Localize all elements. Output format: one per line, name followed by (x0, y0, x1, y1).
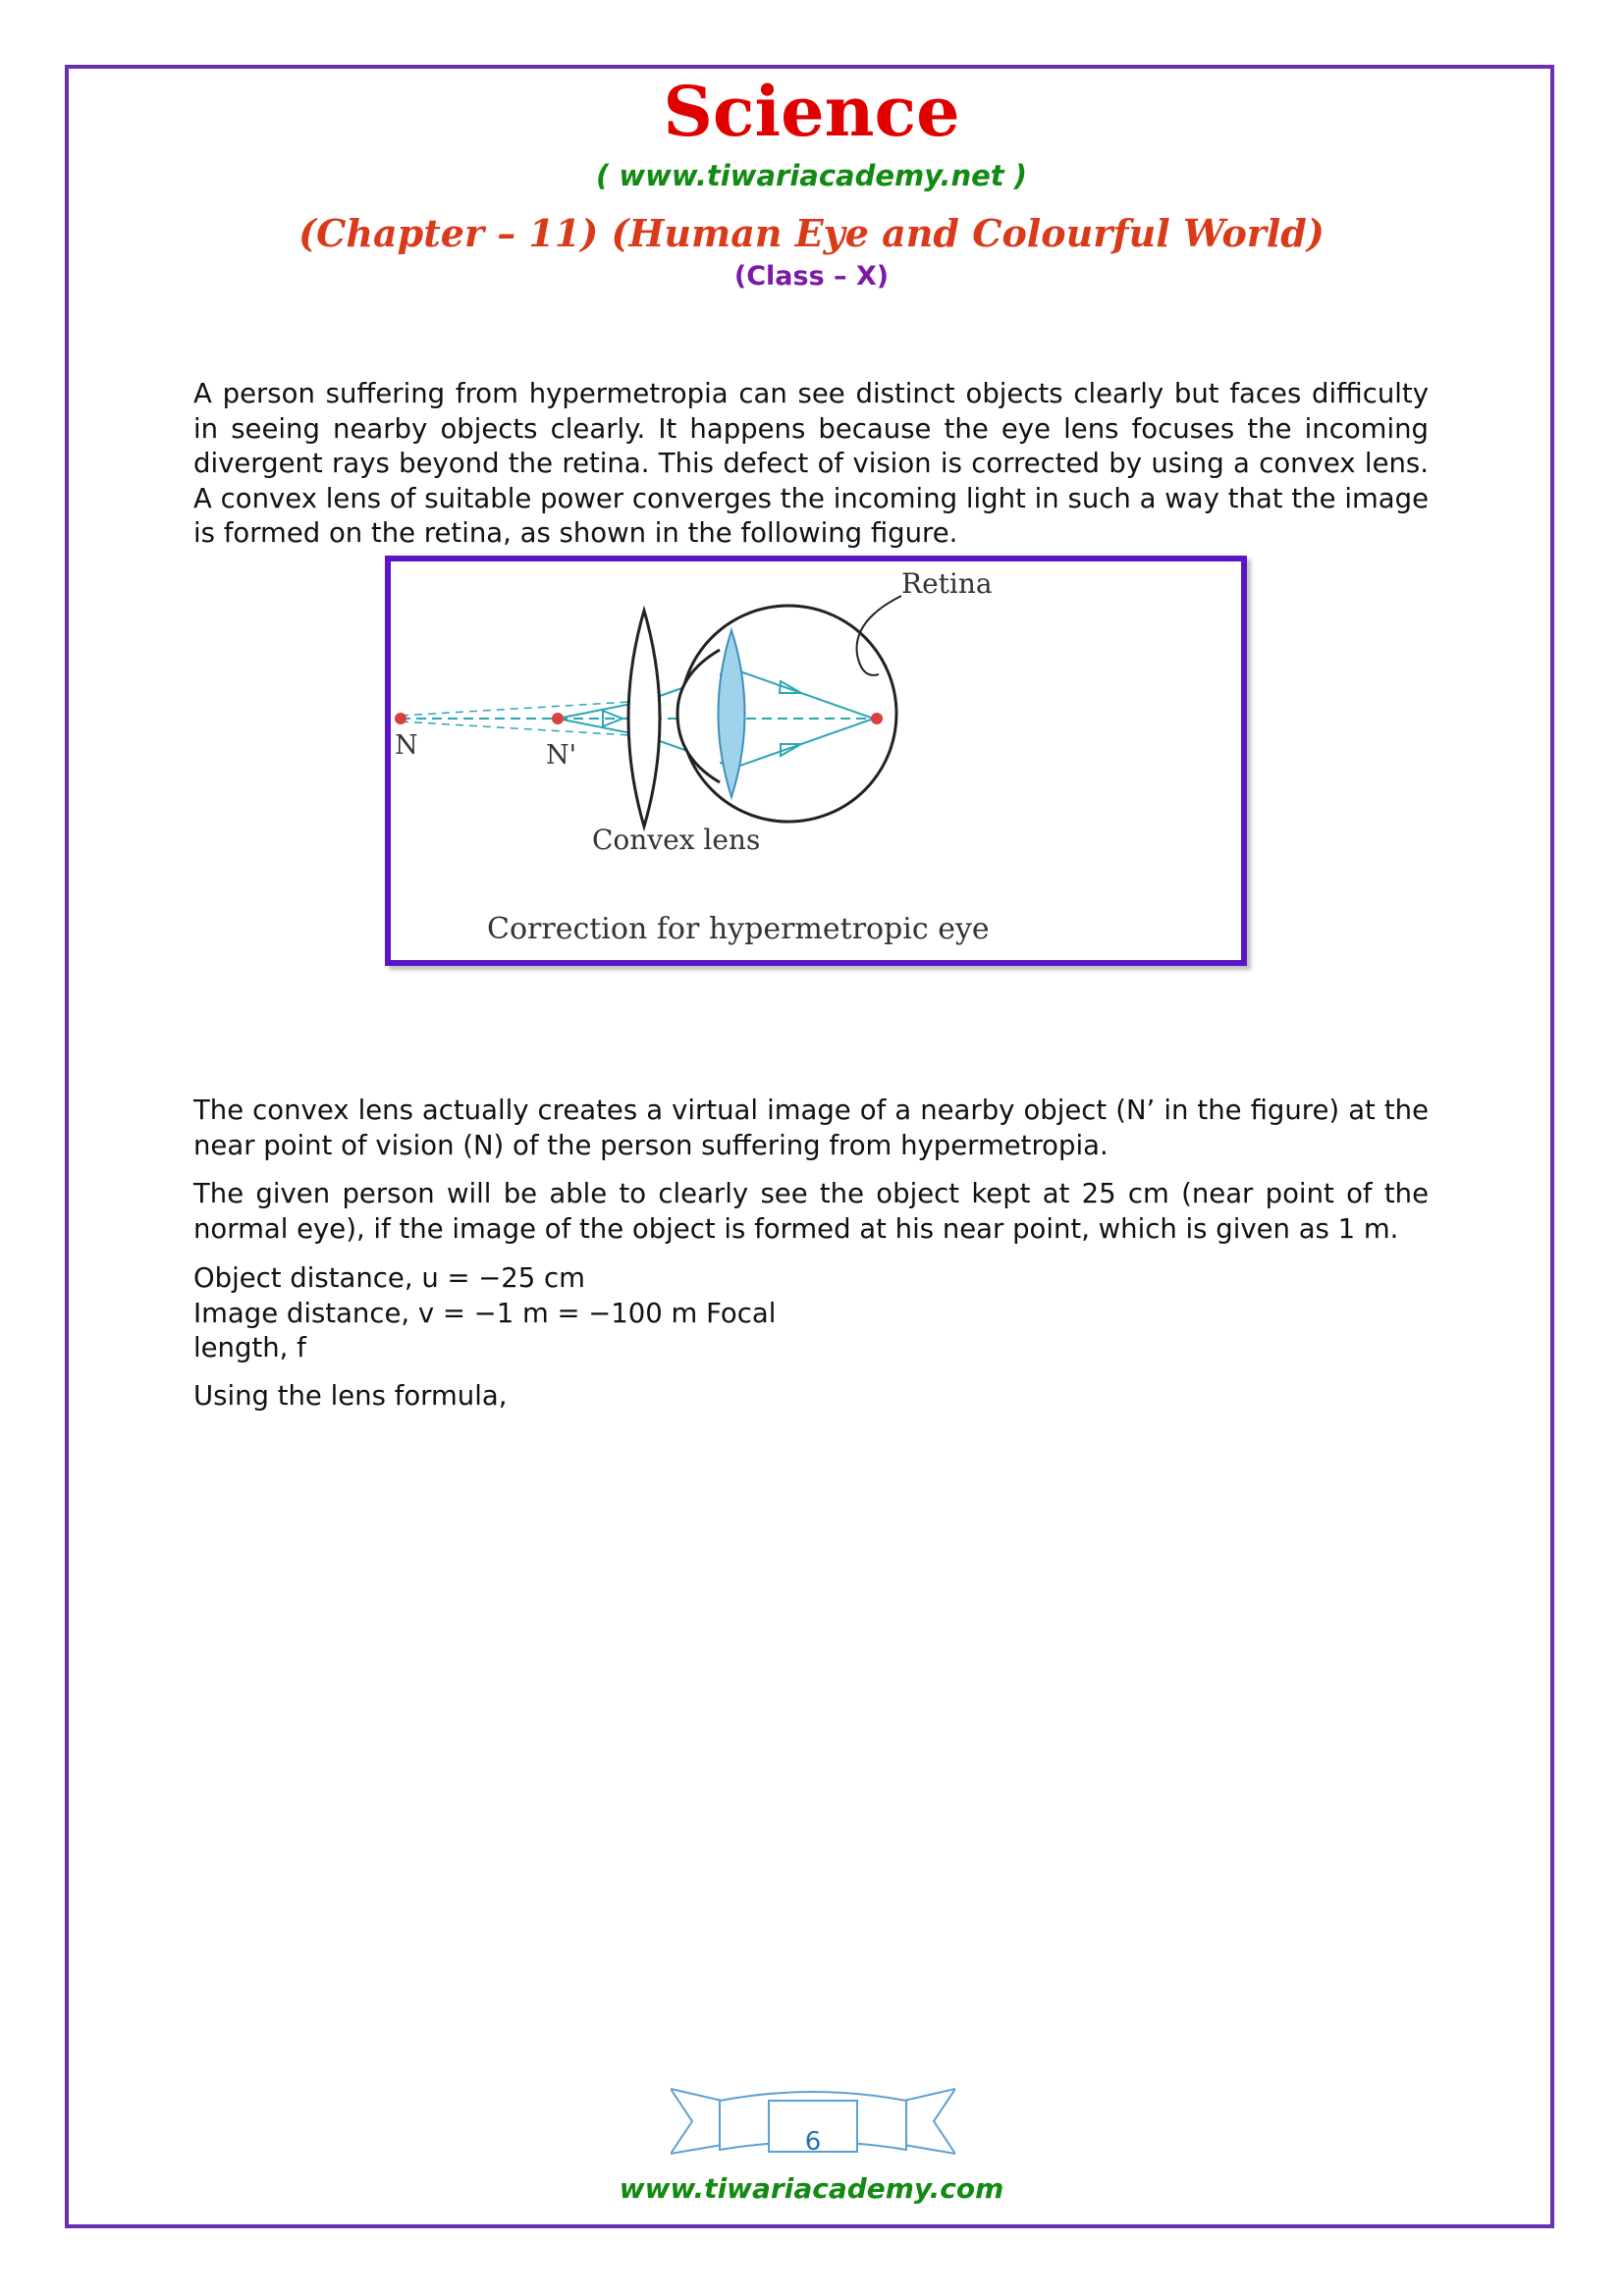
label-n: N (395, 730, 418, 761)
chapter-heading: (Chapter – 11) (Human Eye and Colourful World) (298, 211, 1325, 255)
given-values (193, 1261, 802, 1366)
footer-website-link[interactable]: www.tiwariacademy.com (619, 2172, 1004, 2205)
class-label: (Class – X) (733, 261, 890, 292)
object-distance-line: Object distance, u = −25 cm (193, 1262, 585, 1294)
figure-caption: Correction for hypermetropic eye (487, 912, 990, 946)
header-website-link[interactable]: ( www.tiwariacademy.net ) (595, 159, 1028, 192)
eye-lens-shape (719, 630, 745, 797)
paragraph-virtual-image: The convex lens actually creates a virtual image of a nearby object (N’ in the figure) at the near point of vision (N) of the person suffering from hypermetropia. (193, 1095, 1429, 1161)
object-n-prime-dot (552, 713, 564, 724)
label-retina: Retina (901, 567, 993, 600)
label-convex-lens: Convex lens (592, 824, 761, 856)
page-number: 6 (804, 2127, 822, 2157)
retina-image-dot (871, 713, 883, 724)
paragraph-near-point: The given person will be able to clearly see the object kept at 25 cm (near point of the normal eye), if the image of the object is formed at his near point, which is given as 1 m. (193, 1178, 1429, 1245)
label-n-prime: N' (546, 740, 577, 771)
convex-lens-shape (628, 611, 660, 827)
paragraph-hypermetropia: A person suffering from hypermetropia can see distinct objects clearly but faces difficulty in seeing nearby objects clearly. It happens because the eye lens focuses the incoming divergent rays beyond the retina. This defect of vision is corrected by using a convex lens. A convex lens of suitable power converges the incoming light in such a way that the image is formed on the retina, as shown in the following figure. (193, 378, 1429, 549)
image-distance-line: Image distance, v = −1 m = −100 m Focal length, f (193, 1297, 777, 1363)
hypermetropia-correction-figure (385, 556, 1247, 966)
page-title: Science (663, 71, 960, 152)
figure-diagram (391, 561, 1241, 960)
cornea-outline (677, 650, 720, 782)
lens-formula-intro: Using the lens formula, (193, 1380, 508, 1412)
near-point-n-dot (395, 713, 406, 724)
